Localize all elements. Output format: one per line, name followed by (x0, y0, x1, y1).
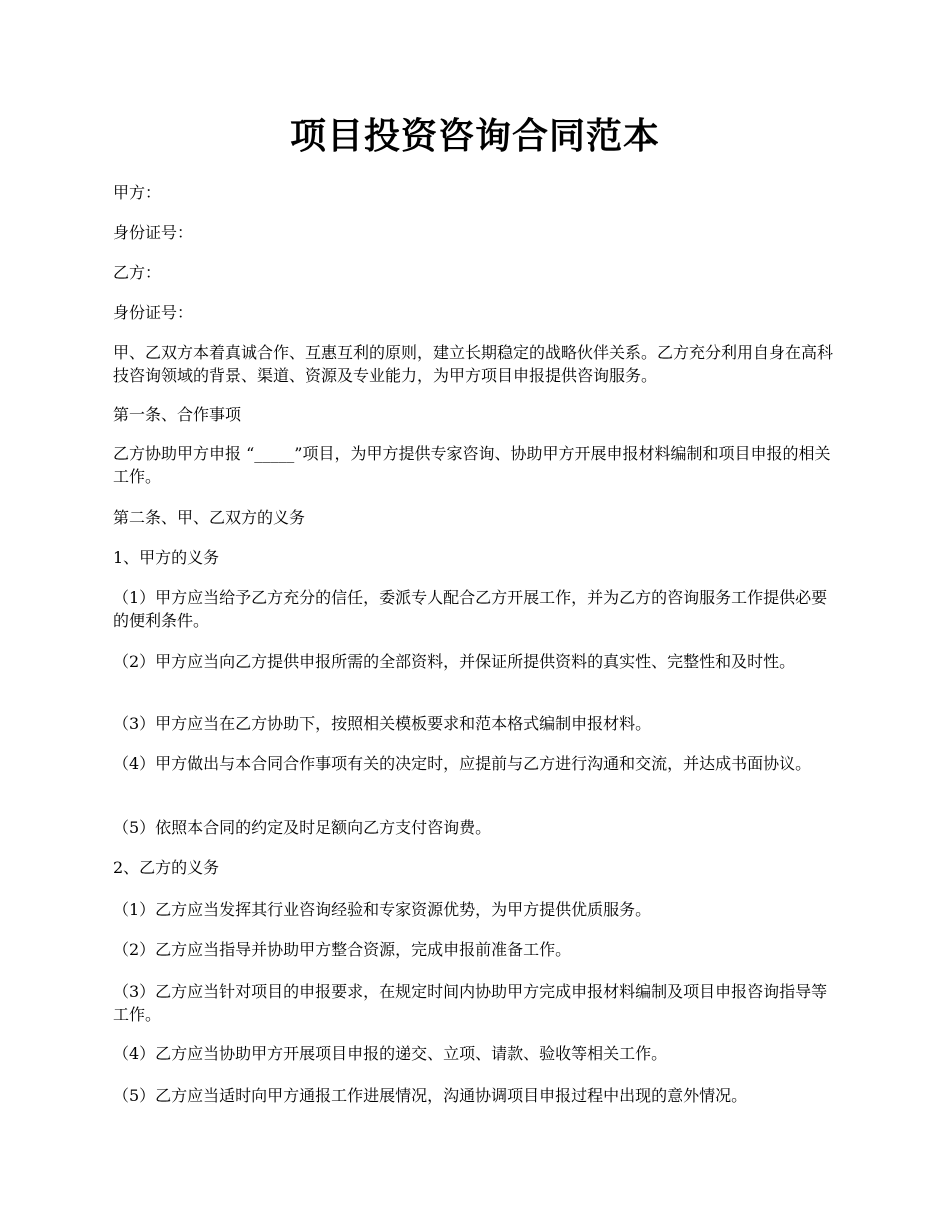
article-1-body: 乙方协助甲方申报 “_____”项目，为甲方提供专家咨询、协助甲方开展申报材料编制和项目申报的相关工作。 (113, 444, 831, 486)
party-b-duty-1: （1）乙方应当发挥其行业咨询经验和专家资源优势，为甲方提供优质服务。 (113, 900, 652, 919)
party-b-label: 乙方： (113, 263, 162, 282)
party-a-duties-heading: 1、甲方的义务 (113, 548, 220, 567)
party-b-duty-5: （5）乙方应当适时向甲方通报工作进展情况，沟通协调项目申报过程中出现的意外情况。 (113, 1086, 748, 1105)
party-a-duty-4: （4）甲方做出与本合同合作事项有关的决定时，应提前与乙方进行沟通和交流，并达成书面协议。 (113, 754, 812, 773)
party-b-id-label: 身份证号： (113, 303, 194, 322)
party-a-duty-1: （1）甲方应当给予乙方充分的信任，委派专人配合乙方开展工作，并为乙方的咨询服务工作提供必要的便利条件。 (113, 588, 828, 630)
party-b-duty-3: （3）乙方应当针对项目的申报要求，在规定时间内协助甲方完成申报材料编制及项目申报咨询指导等工作。 (113, 982, 828, 1024)
article-1-heading: 第一条、合作事项 (113, 405, 242, 424)
party-a-label: 甲方： (113, 183, 162, 202)
party-b-duty-4: （4）乙方应当协助甲方开展项目申报的递交、立项、请款、验收等相关工作。 (113, 1044, 668, 1063)
party-a-duty-5: （5）依照本合同的约定及时足额向乙方支付咨询费。 (113, 818, 492, 837)
party-a-id-label: 身份证号： (113, 223, 194, 242)
party-a-duty-2: （2）甲方应当向乙方提供申报所需的全部资料，并保证所提供资料的真实性、完整性和及时性。 (113, 652, 796, 671)
preamble-paragraph: 甲、乙双方本着真诚合作、互惠互利的原则，建立长期稳定的战略伙伴关系。乙方充分利用自身在高科技咨询领域的背景、渠道、资源及专业能力，为甲方项目申报提供咨询服务。 (113, 343, 834, 385)
party-b-duties-heading: 2、乙方的义务 (113, 858, 220, 877)
party-a-duty-3: （3）甲方应当在乙方协助下，按照相关模板要求和范本格式编制申报材料。 (113, 714, 652, 733)
article-2-heading: 第二条、甲、乙双方的义务 (113, 508, 306, 527)
party-b-duty-2: （2）乙方应当指导并协助甲方整合资源，完成申报前准备工作。 (113, 940, 572, 959)
document-title: 项目投资咨询合同范本 (289, 115, 660, 157)
